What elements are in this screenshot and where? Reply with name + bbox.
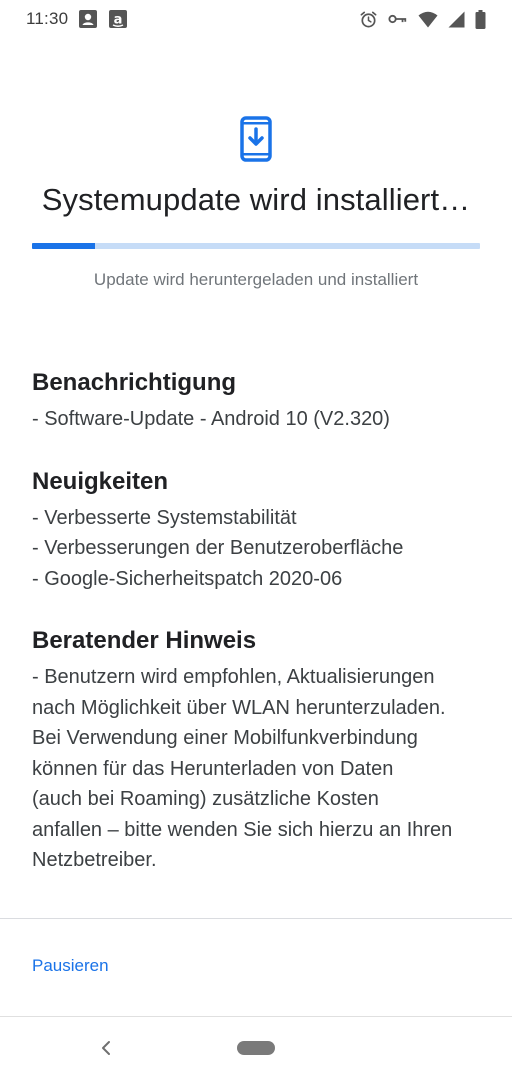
nav-back-button[interactable] <box>94 1034 118 1062</box>
section-line: - Verbesserungen der Benutzeroberfläche <box>32 537 404 559</box>
section-line: können für das Herunterladen von Daten <box>32 757 394 780</box>
status-right <box>359 10 486 29</box>
section-line: nach Möglichkeit über WLAN herunterzuladen. <box>32 696 446 719</box>
progress-fill <box>32 243 95 249</box>
svg-text:a: a <box>113 12 123 28</box>
nav-home-pill[interactable] <box>237 1041 275 1055</box>
section-line: (auch bei Roaming) zusätzliche Kosten <box>32 788 379 810</box>
status-bar <box>0 0 512 38</box>
section-line: - Verbesserte Systemstabilität <box>32 506 297 529</box>
section-line: anfallen – bitte wenden Sie sich hierzu an Ihren <box>32 818 453 841</box>
section-heading: Benachrichtigung <box>32 369 237 396</box>
progress-status-text: Update wird heruntergeladen und installiert <box>93 270 419 289</box>
section-advisory <box>32 624 487 876</box>
battery-icon <box>475 10 486 29</box>
back-chevron-icon <box>100 1039 112 1057</box>
section-line: - Benutzern wird empfohlen, Aktualisierungen <box>32 666 435 688</box>
progress-bar <box>32 243 480 249</box>
vpn-key-icon <box>388 12 408 26</box>
section-line: - Software-Update - Android 10 (V2.320) <box>32 408 390 430</box>
section-line: Bei Verwendung einer Mobilfunkverbindung <box>32 727 418 749</box>
alarm-icon <box>359 10 378 29</box>
section-heading: Beratender Hinweis <box>32 627 257 654</box>
page-title: Systemupdate wird installiert… <box>41 182 471 217</box>
phone-download-icon <box>240 116 272 162</box>
section-line: Netzbetreiber. <box>32 849 157 871</box>
amazon-a-icon <box>108 9 128 29</box>
action-divider <box>0 918 512 919</box>
section-heading: Neuigkeiten <box>32 467 169 495</box>
release-notes <box>32 366 487 906</box>
section-line: - Google-Sicherheitspatch 2020-06 <box>32 567 343 590</box>
status-left <box>26 9 128 29</box>
cellular-signal-icon <box>448 11 465 28</box>
section-notification <box>32 366 487 435</box>
section-news <box>32 465 487 595</box>
pause-button[interactable]: Pausieren <box>24 950 117 982</box>
nav-divider <box>0 1016 512 1017</box>
wifi-icon <box>418 11 438 28</box>
contact-card-icon <box>78 9 98 29</box>
status-clock: 11:30 <box>26 9 69 28</box>
